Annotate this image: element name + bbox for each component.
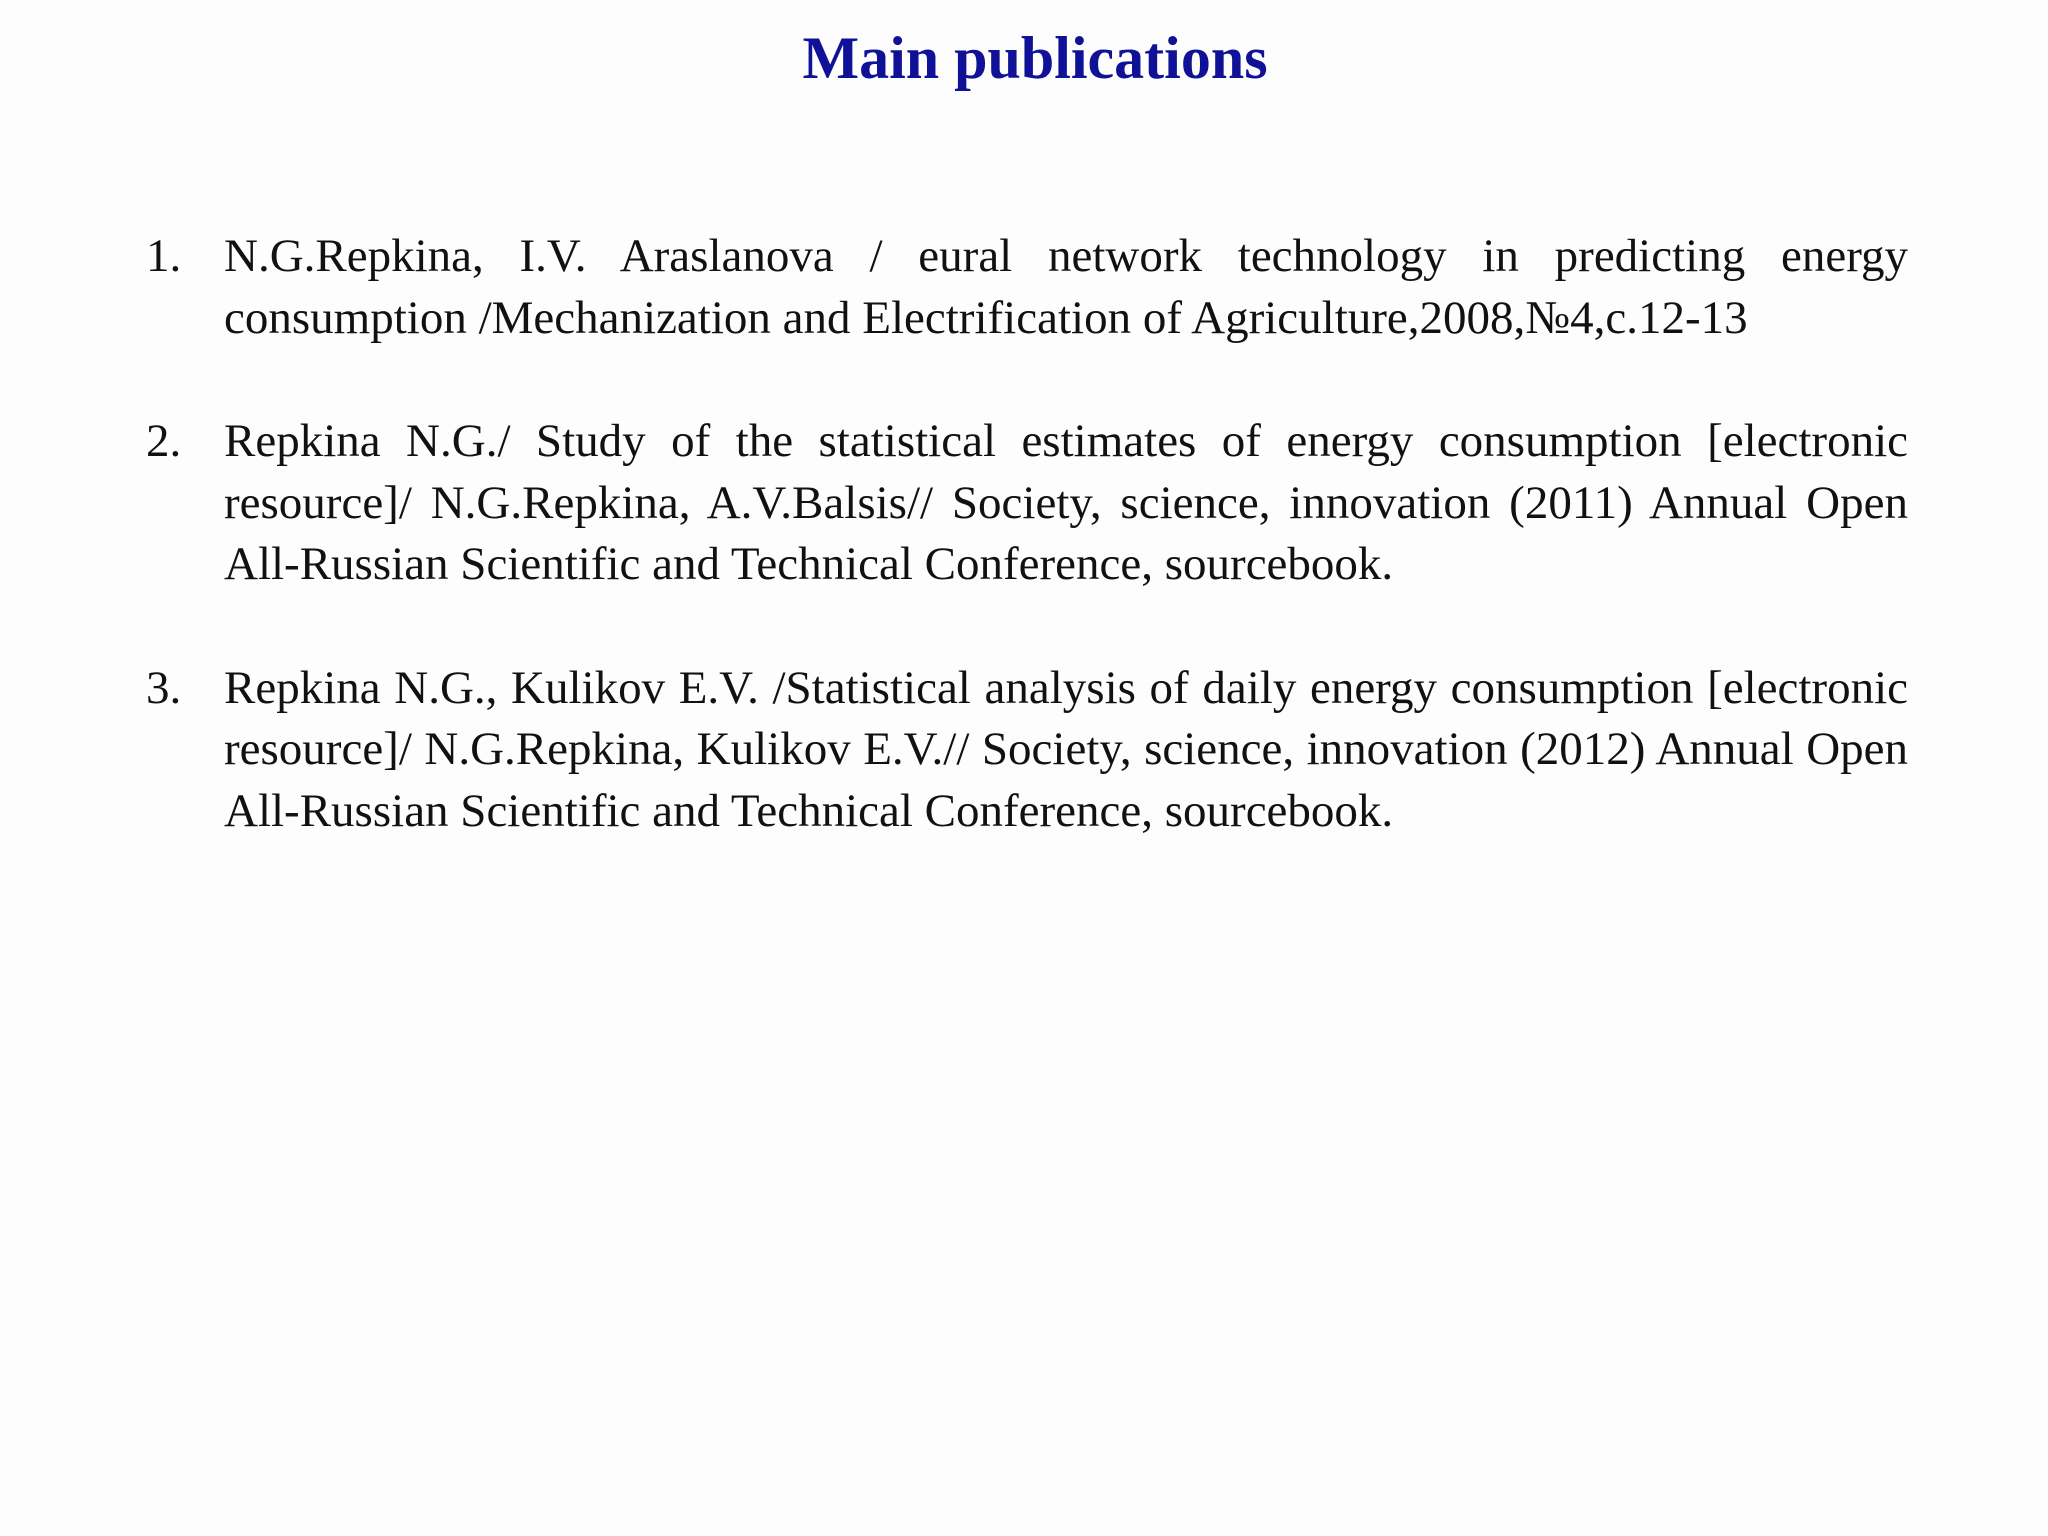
publication-number: 1. bbox=[146, 230, 182, 282]
publication-item-3 bbox=[146, 658, 1908, 843]
publication-number: 2. bbox=[146, 415, 182, 467]
publication-text: Repkina N.G./ Study of the statistical estimates of energy consumption [electronic resource]/ N.G.Repkina, A.V.Balsis// Society, science, innovation (2011) Annual Open All-Russian Scientific and Technical Conference, sourcebook. bbox=[224, 415, 1908, 590]
publication-text: N.G.Repkina, I.V. Araslanova / eural network technology in predicting energy consumption /Mechanization and Electrification of Agriculture,2008,№4,c.12-13 bbox=[224, 230, 1908, 344]
slide-title: Main publications bbox=[802, 25, 1268, 91]
publication-item-1 bbox=[146, 226, 1908, 349]
publication-number: 3. bbox=[146, 661, 182, 714]
publication-item-2 bbox=[146, 411, 1908, 596]
publication-text: Repkina N.G., Kulikov E.V. /Statistical analysis of daily energy consumption [electronic resource]/ N.G.Repkina, Kulikov E.V.// Society, science, innovation (2012) Annual Open All-Russian Scientific and Technical Conference, sourcebook. bbox=[224, 661, 1908, 837]
publication-list bbox=[146, 226, 1908, 904]
